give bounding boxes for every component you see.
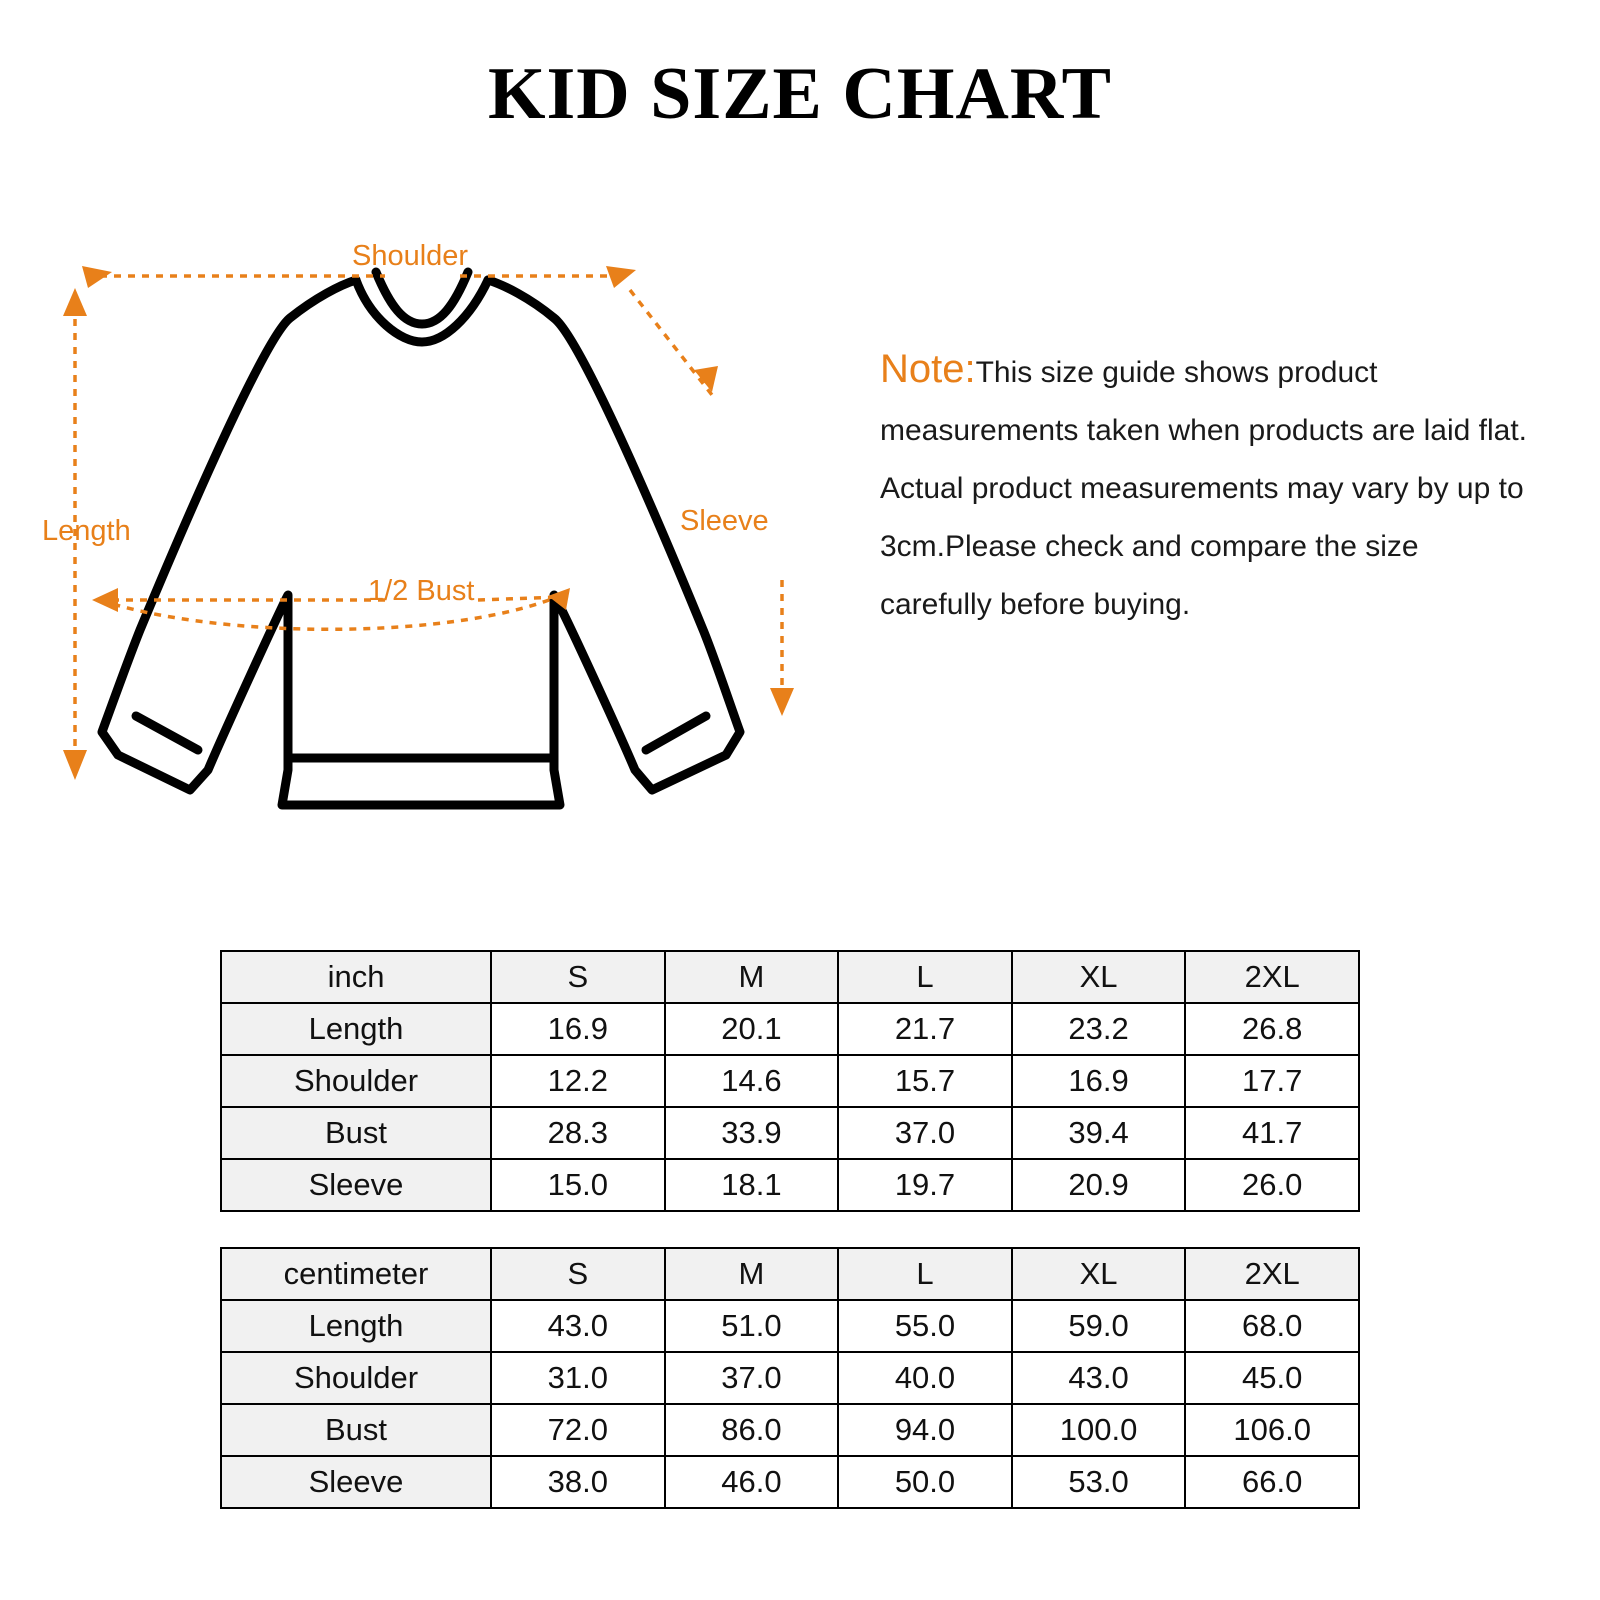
label-sleeve: Sleeve <box>680 505 769 537</box>
table-header-row <box>221 1248 1359 1300</box>
measure-label-cell: Length <box>221 1003 491 1055</box>
measure-value-cell: 26.8 <box>1185 1003 1359 1055</box>
size-column-header: XL <box>1012 1248 1186 1300</box>
measure-value-cell: 18.1 <box>665 1159 839 1211</box>
table-row <box>221 1107 1359 1159</box>
label-half-bust: 1/2 Bust <box>368 575 475 607</box>
table-row <box>221 1003 1359 1055</box>
note-text: This size guide shows product measurements taken when products are laid flat. Actual product measurements may vary by up to 3cm.Please check and compare the size carefully before buying. <box>880 356 1528 621</box>
page-title: KID SIZE CHART <box>487 53 1113 135</box>
size-column-header: M <box>665 1248 839 1300</box>
table-row <box>221 1159 1359 1211</box>
table-row <box>221 1404 1359 1456</box>
measure-value-cell: 16.9 <box>1012 1055 1186 1107</box>
measure-value-cell: 53.0 <box>1012 1456 1186 1508</box>
measure-value-cell: 41.7 <box>1185 1107 1359 1159</box>
measure-value-cell: 94.0 <box>838 1404 1012 1456</box>
measure-value-cell: 38.0 <box>491 1456 665 1508</box>
measure-value-cell: 20.1 <box>665 1003 839 1055</box>
note-block <box>880 340 1530 634</box>
table-row <box>221 1352 1359 1404</box>
measure-label-cell: Shoulder <box>221 1352 491 1404</box>
note-heading: Note: <box>880 347 976 391</box>
measure-value-cell: 40.0 <box>838 1352 1012 1404</box>
unit-label-cell: centimeter <box>221 1248 491 1300</box>
measure-label-cell: Bust <box>221 1404 491 1456</box>
measure-value-cell: 46.0 <box>665 1456 839 1508</box>
measure-value-cell: 86.0 <box>665 1404 839 1456</box>
size-column-header: L <box>838 1248 1012 1300</box>
table-row <box>221 1055 1359 1107</box>
size-column-header: 2XL <box>1185 951 1359 1003</box>
measure-value-cell: 14.6 <box>665 1055 839 1107</box>
measure-value-cell: 43.0 <box>491 1300 665 1352</box>
measure-value-cell: 43.0 <box>1012 1352 1186 1404</box>
measure-value-cell: 31.0 <box>491 1352 665 1404</box>
size-table-centimeter <box>220 1247 1360 1509</box>
measure-label-cell: Bust <box>221 1107 491 1159</box>
measure-value-cell: 50.0 <box>838 1456 1012 1508</box>
size-table-inch-body <box>221 951 1359 1211</box>
unit-label-cell: inch <box>221 951 491 1003</box>
size-column-header: S <box>491 951 665 1003</box>
label-shoulder: Shoulder <box>352 240 469 272</box>
measure-value-cell: 37.0 <box>665 1352 839 1404</box>
measure-value-cell: 17.7 <box>1185 1055 1359 1107</box>
measure-value-cell: 68.0 <box>1185 1300 1359 1352</box>
measure-label-cell: Sleeve <box>221 1159 491 1211</box>
measure-value-cell: 51.0 <box>665 1300 839 1352</box>
measure-value-cell: 72.0 <box>491 1404 665 1456</box>
size-table-inch <box>220 950 1360 1212</box>
measure-value-cell: 19.7 <box>838 1159 1012 1211</box>
measure-value-cell: 39.4 <box>1012 1107 1186 1159</box>
table-row <box>221 1456 1359 1508</box>
measure-value-cell: 12.2 <box>491 1055 665 1107</box>
measure-value-cell: 59.0 <box>1012 1300 1186 1352</box>
measure-value-cell: 45.0 <box>1185 1352 1359 1404</box>
measure-value-cell: 20.9 <box>1012 1159 1186 1211</box>
size-column-header: XL <box>1012 951 1186 1003</box>
measure-value-cell: 26.0 <box>1185 1159 1359 1211</box>
measure-value-cell: 21.7 <box>838 1003 1012 1055</box>
sweatshirt-diagram <box>40 210 860 830</box>
measure-label-cell: Sleeve <box>221 1456 491 1508</box>
measurement-guides <box>75 276 782 765</box>
measure-value-cell: 33.9 <box>665 1107 839 1159</box>
measure-value-cell: 16.9 <box>491 1003 665 1055</box>
garment-outline <box>102 272 740 805</box>
measure-value-cell: 15.0 <box>491 1159 665 1211</box>
measure-value-cell: 66.0 <box>1185 1456 1359 1508</box>
note-paragraph <box>880 340 1530 634</box>
measure-value-cell: 28.3 <box>491 1107 665 1159</box>
measure-value-cell: 106.0 <box>1185 1404 1359 1456</box>
measure-value-cell: 100.0 <box>1012 1404 1186 1456</box>
measure-label-cell: Length <box>221 1300 491 1352</box>
measure-value-cell: 37.0 <box>838 1107 1012 1159</box>
measure-value-cell: 55.0 <box>838 1300 1012 1352</box>
measure-value-cell: 23.2 <box>1012 1003 1186 1055</box>
size-column-header: S <box>491 1248 665 1300</box>
size-column-header: L <box>838 951 1012 1003</box>
size-column-header: M <box>665 951 839 1003</box>
size-column-header: 2XL <box>1185 1248 1359 1300</box>
table-row <box>221 1300 1359 1352</box>
measure-label-cell: Shoulder <box>221 1055 491 1107</box>
table-header-row <box>221 951 1359 1003</box>
label-length: Length <box>42 515 131 547</box>
measure-value-cell: 15.7 <box>838 1055 1012 1107</box>
size-table-centimeter-body <box>221 1248 1359 1508</box>
